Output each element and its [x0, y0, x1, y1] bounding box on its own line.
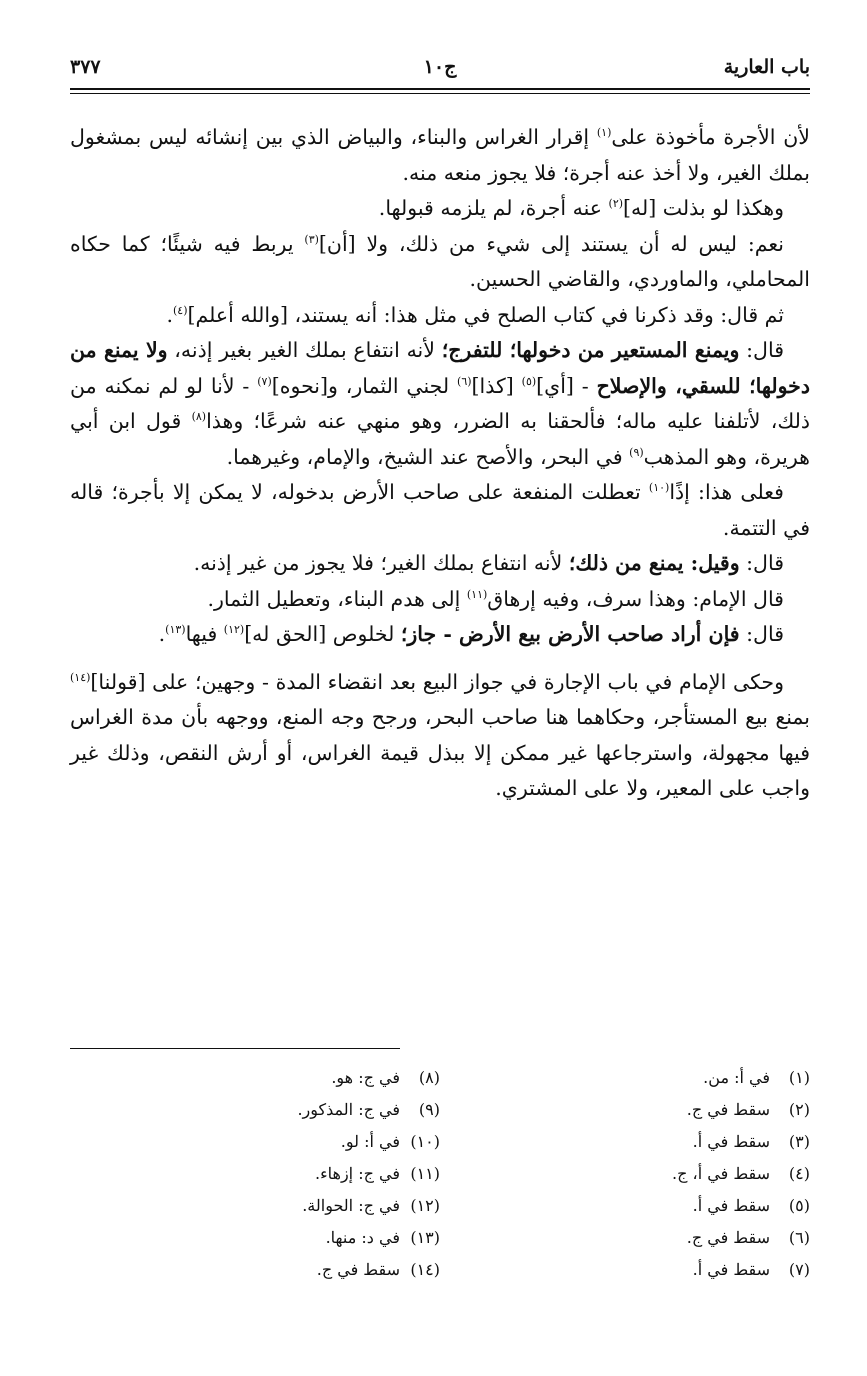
text-run: ثم قال: وقد ذكرنا في كتاب الصلح في مثل هذا: أنه يستند، [والله أعلم] [187, 302, 784, 327]
footnotes-column-left [70, 1062, 440, 1286]
text-run: - [أي] [536, 373, 597, 398]
footnote [70, 1062, 440, 1094]
text-run: نعم: ليس له أن يستند إلى شيء من ذلك، ولا [أن] [318, 231, 784, 256]
footnote-ref: (٧) [257, 374, 272, 388]
footnote-text: سقط في أ. [692, 1260, 770, 1279]
footnote-text: سقط في ج. [686, 1228, 770, 1247]
text-run: إقرار الغراس والبناء، والبياض الذي بين إنشائه ليس بمشغول بملك الغير، ولا أخذ عنه أجرة؛ فلا يجوز منعه منه. [70, 125, 810, 185]
footnote-ref: (٤) [172, 303, 188, 317]
paragraph [70, 665, 810, 807]
footnote-number: (٣) [788, 1132, 810, 1151]
footnote-text: في ج: إزهاء. [315, 1164, 400, 1183]
text-run: قال الإمام: وهذا سرف، وفيه إرهاق [487, 586, 784, 611]
footnote-ref: (٨) [191, 410, 207, 424]
text-run: قال: [739, 338, 784, 362]
page-number: ٣٧٧ [70, 56, 101, 78]
footnote-text: في ج: المذكور. [297, 1100, 400, 1119]
footnote-ref: (١١) [466, 587, 488, 601]
footnote [440, 1254, 810, 1286]
footnote-number: (١٠) [410, 1132, 440, 1151]
footnote-number: (٢) [788, 1100, 810, 1119]
header-rule-thin [70, 93, 810, 94]
footnote-text: سقط في ج. [686, 1100, 770, 1119]
paragraph [70, 191, 810, 227]
footnote-ref: (١٣) [165, 623, 186, 637]
text-run: لأن الأجرة مأخوذة على [611, 125, 810, 149]
footnote [70, 1094, 440, 1126]
paragraph [70, 120, 810, 191]
footnote-ref: (١) [596, 126, 612, 140]
footnote-text: في أ: لو. [340, 1132, 400, 1151]
footnote-number: (١١) [410, 1164, 440, 1183]
footnote-ref: (٩) [629, 445, 644, 459]
header-rule-thick [70, 88, 810, 90]
footnote-text: في ج: هو. [331, 1068, 400, 1087]
footnote-text: سقط في أ. [692, 1196, 770, 1215]
text-run: فعلى هذا: إذًا [669, 480, 784, 504]
footnote-ref: (١٤) [70, 670, 91, 684]
footnote-number: (٥) [788, 1196, 810, 1215]
bold-matn: فإن أراد صاحب الأرض بيع الأرض - جاز؛ [400, 622, 740, 646]
text-run: عنه أجرة، لم يلزمه قبولها. [378, 196, 609, 220]
footnote-number: (٨) [418, 1068, 440, 1087]
text-run: فيها [185, 622, 224, 646]
footnote-ref: (٣) [304, 232, 319, 246]
text-run: - لأنا لو لم نمكنه من ذلك، لأتلفنا عليه ماله؛ فألحقنا به الضرر، وهو منهي عنه شرعًا؛ وهذا [70, 373, 810, 433]
footnote [440, 1062, 810, 1094]
footnote-text: في د: منها. [325, 1228, 400, 1247]
paragraph [70, 333, 810, 475]
footnote [440, 1222, 810, 1254]
bold-matn: وقيل: يمنع من ذلك؛ [568, 551, 740, 575]
bold-matn: ولا يمنع من دخولها؛ للسقي، والإصلاح [70, 338, 810, 398]
paragraph [70, 546, 810, 582]
footnote-text: سقط في أ، ج. [672, 1164, 770, 1183]
text-run: قول ابن أبي هريرة، وهو المذهب [70, 409, 810, 469]
footnote-text: سقط في ج. [316, 1260, 400, 1279]
running-header [70, 56, 810, 88]
footnote [70, 1222, 440, 1254]
footnote-separator [70, 1048, 400, 1049]
footnote-ref: (٥) [521, 374, 537, 388]
footnote-number: (١٢) [410, 1196, 440, 1215]
text-run: لأنه انتفاع بملك الغير بغير إذنه، [167, 338, 442, 362]
footnote-number: (٤) [788, 1164, 810, 1183]
footnotes [70, 1062, 810, 1286]
text-run: في البحر، والأصح عند الشيخ، والإمام، وغيرهما. [226, 444, 630, 469]
footnote [70, 1158, 440, 1190]
text-run: . [166, 302, 173, 327]
footnote-text: في أ: من. [703, 1068, 770, 1087]
text-run: وحكى الإمام في باب الإجارة في جواز البيع بعد انقضاء المدة - وجهين؛ على [قولنا] [90, 669, 784, 694]
footnote-ref: (٦) [457, 374, 472, 388]
footnote-text: سقط في أ. [692, 1132, 770, 1151]
body-text [70, 120, 810, 807]
text-run: قال: [739, 622, 784, 646]
footnote [440, 1126, 810, 1158]
volume-label: ج١٠ [423, 56, 457, 78]
footnote [70, 1254, 440, 1286]
page [70, 56, 810, 807]
text-run: تعطلت المنفعة على صاحب الأرض بدخوله، لا يمكن إلا بأجرة؛ قاله في التتمة. [70, 480, 810, 540]
footnote [440, 1190, 810, 1222]
text-run: [كذا] [471, 373, 522, 398]
footnote-number: (١٤) [410, 1260, 440, 1279]
footnote-number: (٦) [788, 1228, 810, 1247]
footnote [70, 1190, 440, 1222]
bold-matn: ويمنع المستعير من دخولها؛ للتفرج؛ [441, 338, 740, 362]
chapter-title: باب العارية [723, 56, 810, 78]
text-run: لجني الثمار، و[نحوه] [271, 373, 458, 398]
footnote-ref: (٢) [608, 197, 624, 211]
text-run: لخلوص [الحق له] [244, 622, 401, 646]
text-run: بمنع بيع المستأجر، وحكاهما هنا صاحب البحر، ورجح وجه المنع، ووجهه بأن مدة الغراس فيها مجهولة، واسترجاعها غير ممكن إلا ببذل قيمة الغراس، أو أرش النقص، وذلك غير واجب على المعير، ولا على المشتري. [70, 705, 810, 800]
paragraph [70, 298, 810, 334]
footnote-ref: (١٢) [223, 623, 245, 637]
footnote [440, 1094, 810, 1126]
footnote-number: (١٣) [410, 1228, 440, 1247]
paragraph [70, 582, 810, 618]
footnote [440, 1158, 810, 1190]
text-run: إلى هدم البناء، وتعطيل الثمار. [207, 586, 467, 611]
text-run: . [158, 622, 166, 646]
footnote-number: (٩) [418, 1100, 440, 1119]
text-run: قال: [739, 551, 784, 575]
footnotes-column-right [440, 1062, 810, 1286]
paragraph [70, 227, 810, 298]
paragraph [70, 475, 810, 546]
footnote-number: (١) [788, 1068, 810, 1087]
footnote [70, 1126, 440, 1158]
footnote-number: (٧) [788, 1260, 810, 1279]
paragraph [70, 617, 810, 653]
paragraph-gap [70, 653, 810, 665]
text-run: وهكذا لو بذلت [له] [623, 196, 784, 220]
footnote-ref: (١٠) [648, 481, 670, 495]
text-run: يربط فيه شيئًا؛ كما حكاه المحاملي، والماوردي، والقاضي الحسين. [70, 231, 810, 291]
text-run: لأنه انتفاع بملك الغير؛ فلا يجوز من غير إذنه. [193, 551, 569, 575]
footnote-text: في ج: الحوالة. [302, 1196, 400, 1215]
